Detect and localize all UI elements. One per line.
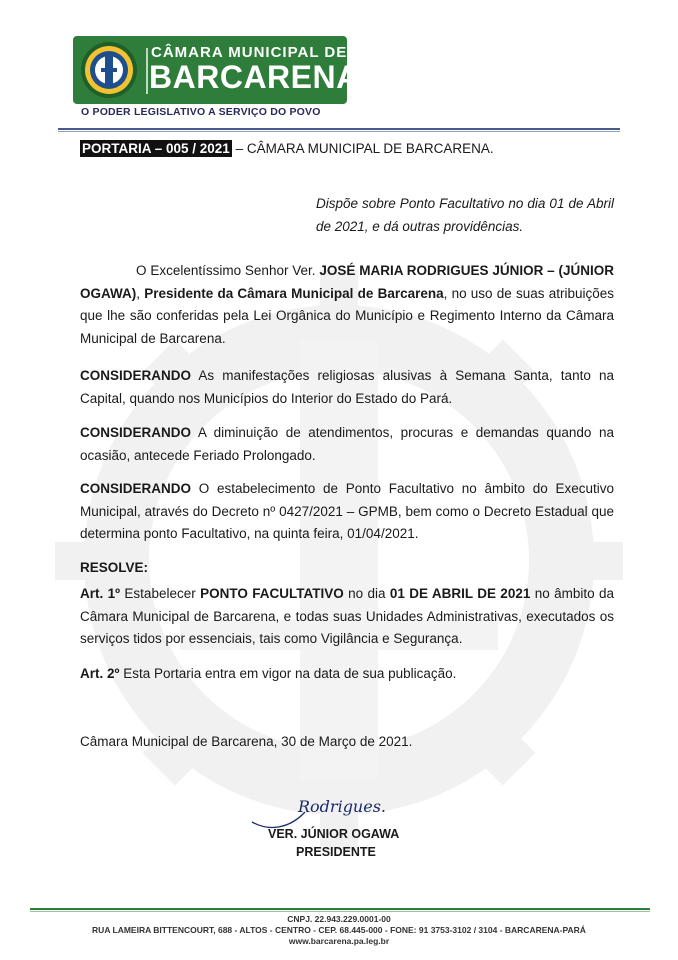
preamble-office: Presidente da Câmara Municipal de Barcarena <box>144 285 444 301</box>
considerando-text: As manifestações religiosas alusivas à Semana Santa, tanto na Capital, quando nos Municípios do Interior do Estado do Pará. <box>80 368 614 406</box>
footer-rule-thin <box>30 911 650 912</box>
art1-bold-1: PONTO FACULTATIVO <box>200 586 344 601</box>
considerando-2 <box>80 422 614 467</box>
art1-text-1: Estabelecer <box>120 586 201 601</box>
preamble-intro: O Excelentíssimo Senhor Ver. <box>136 263 320 278</box>
footer-rule <box>30 908 650 910</box>
portaria-number: PORTARIA – 005 / 2021 <box>82 141 230 156</box>
art2-text: Esta Portaria entra em vigor na data de sua publicação. <box>119 666 457 681</box>
preamble-paragraph <box>80 260 614 350</box>
considerando-label: CONSIDERANDO <box>80 368 192 383</box>
resolve-heading: RESOLVE: <box>80 560 149 575</box>
considerando-label: CONSIDERANDO <box>80 425 192 440</box>
article-1 <box>80 583 614 651</box>
considerando-3 <box>80 478 614 546</box>
art1-label: Art. 1º <box>80 586 121 601</box>
preamble-name: JOSÉ MARIA RODRIGUES JÚNIOR – (JÚNIOR OGAWA) <box>80 263 614 301</box>
art1-text-3: no âmbito da Câmara Municipal de Barcarena, e todas suas Unidades Administrativas, executados os serviços tidos por essenciais, tais como Vigilância e Segurança. <box>80 586 614 646</box>
preamble-comma: , <box>136 285 145 301</box>
art1-text-2: no dia <box>343 586 390 601</box>
footer-website[interactable]: www.barcarena.pa.leg.br <box>288 936 390 946</box>
tagline: O PODER LEGISLATIVO A SERVIÇO DO POVO <box>81 106 321 118</box>
header-rule <box>58 128 620 130</box>
considerando-label: CONSIDERANDO <box>80 481 192 496</box>
title-rest: – CÂMARA MUNICIPAL DE BARCARENA. <box>231 141 494 156</box>
considerando-text: A diminuição de atendimentos, procuras e demandas quando na ocasião, antecede Feriado Prolongado. <box>80 425 614 463</box>
considerando-text: O estabelecimento de Ponto Facultativo no âmbito do Executivo Municipal, através do Decreto nº 0427/2021 – GPMB, bem como o Decreto Estadual que determina ponto Facultativo, na quinta feira, 01/04/2021. <box>80 481 614 541</box>
header-rule-thin <box>58 131 620 132</box>
ementa: Dispõe sobre Ponto Facultativo no dia 01 de Abril de 2021, e dá outras providências. <box>316 196 614 234</box>
footer-address: RUA LAMEIRA BITTENCOURT, 688 - ALTOS - CENTRO - CEP. 68.445-000 - FONE: 91 3753-3102 / 3104 - BARCARENA-PARÁ <box>92 925 586 935</box>
logo-separator <box>146 48 148 94</box>
art1-bold-2: 01 DE ABRIL DE 2021 <box>389 586 531 601</box>
signature-text: Rodrigues. <box>298 797 386 816</box>
logo-line2: BARCARENA <box>149 59 360 95</box>
footer-cnpj: CNPJ. 22.943.229.0001-00 <box>287 914 391 924</box>
considerando-1 <box>80 365 614 410</box>
document-title <box>80 141 494 156</box>
logo-emblem-icon <box>79 40 139 100</box>
art2-label: Art. 2º <box>80 666 120 681</box>
article-2 <box>80 663 614 686</box>
preamble-rest: , no uso de suas atribuições que lhe são conferidas pela Lei Orgânica do Município e Regimento Interno da Câmara Municipal de Barcarena. <box>80 285 615 346</box>
place-date: Câmara Municipal de Barcarena, 30 de Março de 2021. <box>80 734 413 749</box>
signatory-role: PRESIDENTE <box>296 845 376 859</box>
logo-line1: CÂMARA MUNICIPAL DE <box>151 44 348 61</box>
signatory-name: VER. JÚNIOR OGAWA <box>268 827 400 841</box>
